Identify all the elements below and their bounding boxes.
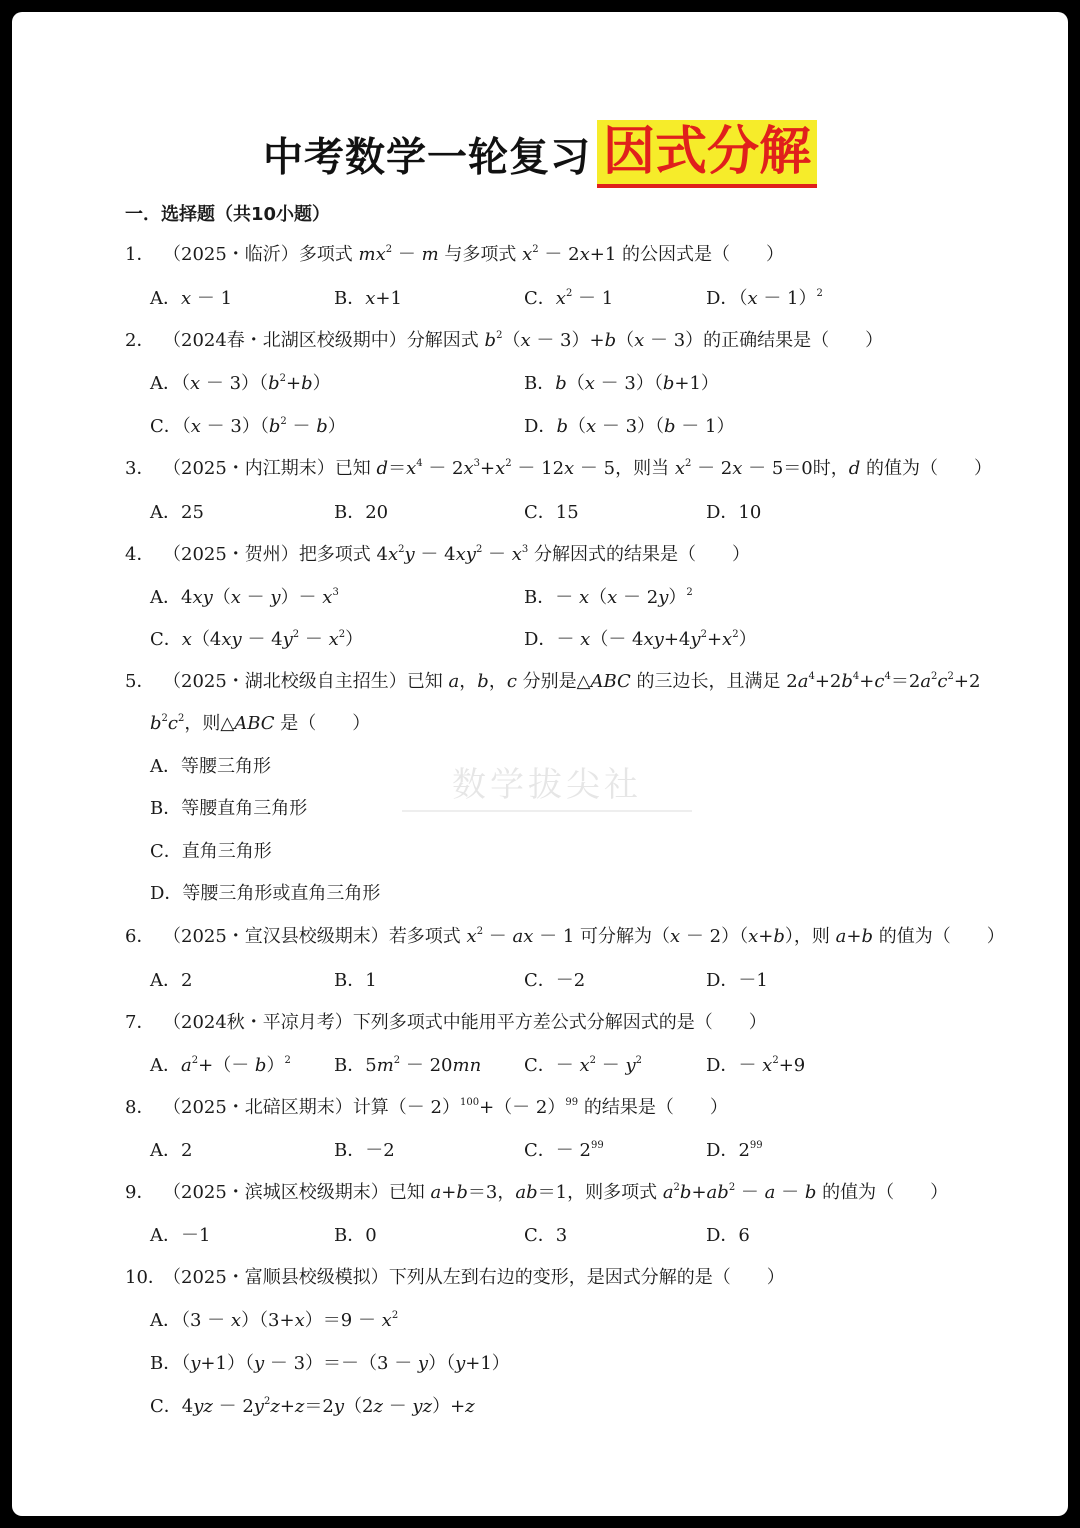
option-6c: C．－2 (524, 970, 586, 991)
option-7b: B．$5m^2 - 20mn$ (334, 1055, 482, 1076)
question-9: 9． （2025・滨城区校级期末）已知 a+b＝3，ab＝1，则多项式 $a^2b+ab^2 - a - b$ 的值为（ ） (125, 1182, 949, 1203)
option-6b: B．1 (334, 970, 377, 991)
question-2: 2． （2024春・北湖区校级期中）分解因式 $b^2(x - 3)+b(x - 3)$的正确结果是（ ） (125, 330, 884, 351)
option-9c: C．3 (524, 1225, 568, 1246)
option-6a: A．2 (150, 970, 193, 991)
option-2b: B．b（x － 3）（b+1） (524, 373, 719, 394)
option-1d: D．$(x - 1)^2$ (706, 288, 823, 309)
question-8: 8． （2025・北碚区期末）计算（－ $2)^{100}+(- 2)^{99}$ 的结果是（ ） (125, 1097, 728, 1118)
option-5b: B．等腰直角三角形 (150, 798, 308, 819)
option-3a: A．25 (150, 502, 204, 523)
question-source: （2025・临沂） (163, 244, 299, 265)
question-7: 7． （2024秋・平凉月考）下列多项式中能用平方差公式分解因式的是（ ） (125, 1012, 767, 1033)
option-1b: B．x+1 (334, 288, 402, 309)
document-title (12, 120, 1068, 188)
option-10c: C．$4yz - 2y^2z+z=2y(2z - yz)+z$ (150, 1396, 475, 1417)
option-10b: B．（y+1）（y － 3）＝－（3 － y）（y+1） (150, 1353, 510, 1374)
option-1a: A．x － 1 (150, 288, 233, 309)
title-main: 中考数学一轮复习 (262, 134, 591, 181)
document-page (12, 12, 1068, 1516)
watermark (402, 757, 692, 812)
option-2a: A．$(x - 3)(b^2+b)$ (150, 373, 331, 394)
option-8d: D．$2^{99}$ (706, 1140, 763, 1161)
option-5d: D．等腰三角形或直角三角形 (150, 883, 381, 904)
option-4c: C．$x(4xy - 4y^2 - x^2)$ (150, 629, 364, 650)
option-9b: B．0 (334, 1225, 377, 1246)
option-5c: C．直角三角形 (150, 841, 272, 862)
option-2d: D．b（x － 3）（b － 1） (524, 416, 735, 437)
watermark-text: 数学拔尖社 (452, 765, 642, 805)
option-5a: A．等腰三角形 (150, 756, 271, 777)
question-1 (125, 240, 784, 266)
option-9a: A．－1 (150, 1225, 211, 1246)
option-7d: D．－ $x^2+9$ (706, 1055, 806, 1076)
question-4: 4． （2025・贺州）把多项式 $4x^2y - 4xy^2 - x^3$ 分解因式的结果是（ ） (125, 544, 751, 565)
question-6: 6． （2025・宣汉县校级期末）若多项式 $x^2$ － ax － 1 可分解为（x － 2）（x+b），则 a+b 的值为（ ） (125, 926, 1005, 947)
option-1c: C．$x^2 - 1$ (524, 288, 614, 309)
option-3c: C．15 (524, 502, 579, 523)
option-7a: A．$a^2+(- b)^2$ (150, 1055, 291, 1076)
option-3b: B．20 (334, 502, 389, 523)
question-number: 1． (125, 244, 155, 265)
option-10a: A．$(3 - x)(3+x)=9 - x^2$ (150, 1310, 399, 1331)
option-7c: C．－ $x^2 - y^2$ (524, 1055, 643, 1076)
option-8c: C．－ $2^{99}$ (524, 1140, 604, 1161)
option-6d: D．－1 (706, 970, 768, 991)
option-4b: B．－ $x(x - 2y)^2$ (524, 587, 693, 608)
option-3d: D．10 (706, 502, 762, 523)
section-heading: 一．选择题（共10小题） (125, 204, 331, 225)
title-highlight: 因式分解 (597, 120, 817, 188)
option-8a: A．2 (150, 1140, 193, 1161)
question-5-cont: $b^2c^2$，则△ABC 是（ ） (150, 713, 371, 734)
option-9d: D．6 (706, 1225, 750, 1246)
option-4a: A．$4xy(x - y)- x^3$ (150, 587, 339, 608)
option-8b: B．－2 (334, 1140, 395, 1161)
question-5: 5． （2025・湖北校级自主招生）已知 a，b，c 分别是△ABC 的三边长，且满足 $2a^4+2b^4+c^4=2a^2c^2+2$ (125, 671, 981, 692)
option-2c: C．$(x - 3)(b^2 - b)$ (150, 416, 346, 437)
question-stem: 多项式 $mx^2 - m$ 与多项式 $x^2 - 2x+1$ 的公因式是（ ） (298, 244, 784, 265)
question-10: 10．（2025・富顺县校级模拟）下列从左到右边的变形，是因式分解的是（ ） (125, 1267, 785, 1288)
question-3: 3． （2025・内江期末）已知 $d=x^4 - 2x^3+x^2 - 12x - 5$，则当 $x^2 - 2x - 5=0$时，d 的值为（ ） (125, 458, 993, 479)
option-4d: D．－ $x(- 4xy+4y^2+x^2)$ (524, 629, 757, 650)
